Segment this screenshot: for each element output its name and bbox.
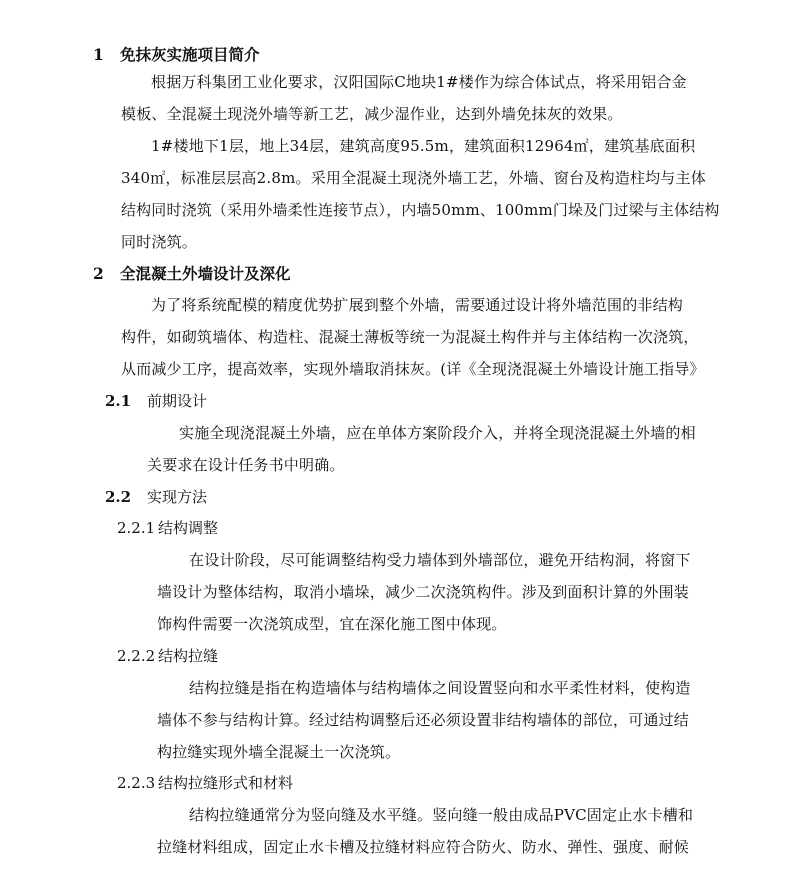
section-1-heading xyxy=(93,45,260,65)
paragraph-line: 在设计阶段，尽可能调整结构受力墙体到外墙部位，避免开结构洞，将窗下 xyxy=(189,551,691,569)
paragraph-line: 模板、全混凝土现浇外墙等新工艺，减少湿作业，达到外墙免抹灰的效果。 xyxy=(121,105,623,123)
paragraph-line: 墙体不参与结构计算。经过结构调整后还必须设置非结构墙体的部位，可通过结 xyxy=(157,711,690,729)
subsection-2-2-1-heading xyxy=(117,518,218,538)
subsection-number: 2.2 xyxy=(105,488,132,506)
subsection-2-1-heading xyxy=(105,391,207,411)
subsection-title: 实现方法 xyxy=(147,488,208,506)
section-number: 2 xyxy=(93,264,104,283)
paragraph-line: 构拉缝实现外墙全混凝土一次浇筑。 xyxy=(157,743,401,761)
paragraph-line: 结构拉缝通常分为竖向缝及水平缝。竖向缝一般由成品PVC固定止水卡槽和 xyxy=(189,806,694,824)
subsection-number: 2.2.1 xyxy=(117,519,156,537)
paragraph-line: 构件，如砌筑墙体、构造柱、混凝土薄板等统一为混凝土构件并与主体结构一次浇筑， xyxy=(121,328,699,346)
subsection-number: 2.2.3 xyxy=(117,774,156,792)
subsection-2-2-3-heading xyxy=(117,773,293,793)
paragraph-line: 实施全现浇混凝土外墙，应在单体方案阶段介入，并将全现浇混凝土外墙的相 xyxy=(179,424,696,442)
subsection-title: 结构拉缝形式和材料 xyxy=(158,774,294,792)
paragraph-line: 根据万科集团工业化要求，汉阳国际C地块1#楼作为综合体试点，将采用铝合金 xyxy=(151,73,687,91)
paragraph-line: 从而减少工序，提高效率，实现外墙取消抹灰。(详《全现浇混凝土外墙设计施工指导》 xyxy=(121,360,705,378)
paragraph-line: 结构拉缝是指在构造墙体与结构墙体之间设置竖向和水平柔性材料，使构造 xyxy=(189,679,691,697)
section-2-heading xyxy=(93,264,291,284)
paragraph-line: 拉缝材料组成，固定止水卡槽及拉缝材料应符合防火、防水、弹性、强度、耐候 xyxy=(157,838,690,856)
subsection-number: 2.2.2 xyxy=(117,647,156,665)
paragraph-line: 墙设计为整体结构，取消小墙垛，减少二次浇筑构件。涉及到面积计算的外围装 xyxy=(157,583,690,601)
subsection-number: 2.1 xyxy=(105,392,132,410)
section-title: 免抹灰实施项目简介 xyxy=(120,45,260,64)
subsection-title: 前期设计 xyxy=(147,392,208,410)
section-title: 全混凝土外墙设计及深化 xyxy=(120,264,291,283)
paragraph-line: 结构同时浇筑（采用外墙柔性连接节点），内墙50mm、100mm门垛及门过梁与主体结构 xyxy=(121,201,720,219)
section-number: 1 xyxy=(93,45,104,64)
subsection-2-2-2-heading xyxy=(117,646,218,666)
paragraph-line: 饰构件需要一次浇筑成型，宜在深化施工图中体现。 xyxy=(157,615,507,633)
paragraph-line: 340㎡，标准层层高2.8m。采用全混凝土现浇外墙工艺，外墙、窗台及构造柱均与主体 xyxy=(121,169,706,187)
subsection-2-2-heading xyxy=(105,487,207,507)
paragraph-line: 关要求在设计任务书中明确。 xyxy=(147,456,345,474)
paragraph-line: 同时浇筑。 xyxy=(121,233,198,251)
paragraph-line: 为了将系统配模的精度优势扩展到整个外墙，需要通过设计将外墙范围的非结构 xyxy=(151,296,684,314)
paragraph-line: 1#楼地下1层，地上34层，建筑高度95.5m，建筑面积12964㎡，建筑基底面积 xyxy=(151,137,696,155)
subsection-title: 结构拉缝 xyxy=(158,647,219,665)
subsection-title: 结构调整 xyxy=(158,519,219,537)
